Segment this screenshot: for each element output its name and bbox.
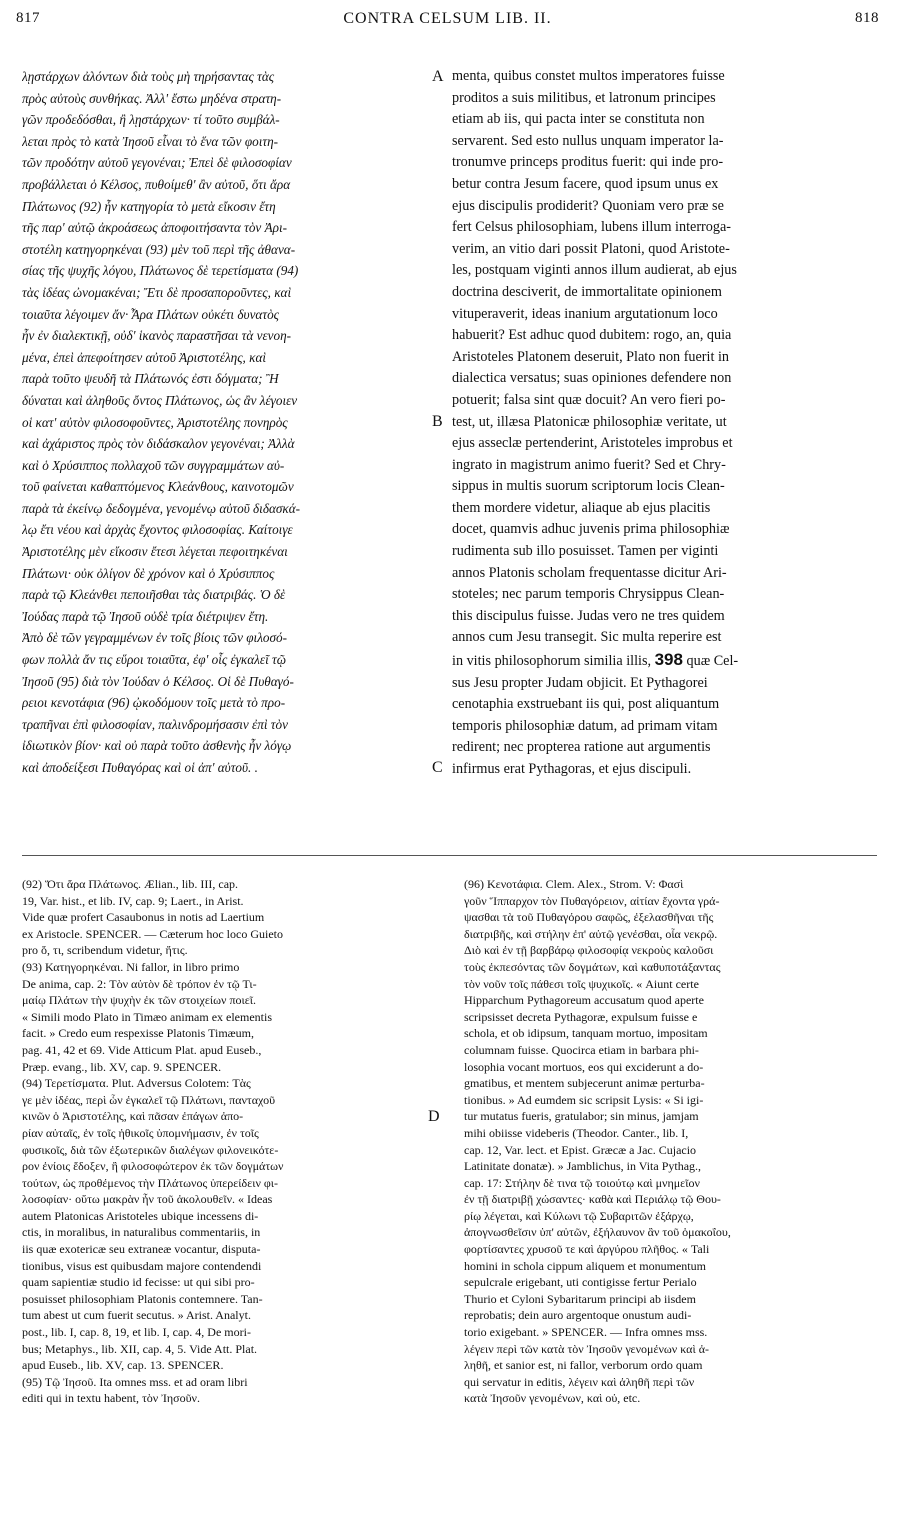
footnote-line: editi qui in textu habent, τὸν Ἰησοῦν.	[22, 1391, 200, 1406]
footnote-line: qui servatur in editis, λέγειν καὶ ἀληθῆ περὶ τῶν	[464, 1374, 695, 1389]
footnote-line: cap. 17: Στήλην δὲ τινα τῷ τοιούτῳ καὶ μνημεῖον	[464, 1175, 700, 1190]
greek-text-line: Ἰούδας παρὰ τῷ Ἰησοῦ οὐδὲ τρία διέτριψεν ἔτη.	[22, 608, 269, 624]
footnote-line: facit. » Credo eum respexisse Platonis Timæum,	[22, 1026, 254, 1041]
footnote-line: τὸν νοῦν τοῖς πάθεσι τοῖς ψυχικοῖς. « Aiunt certe	[464, 976, 699, 991]
greek-text-line: λῃστάρχων ἀλόντων διὰ τοὺς μὴ τηρήσαντας τὰς	[22, 69, 275, 84]
greek-text-line: τὰς ἰδέας ὠνομακέναι; Ἔτι δὲ προσαποροῦντες, καὶ	[22, 284, 292, 300]
greek-text-line: λεται πρὸς τὸ κατὰ Ἰησοῦ εἶναι τὸ ἕνα τῶν φοιτη-	[22, 133, 279, 149]
margin-marker-d: D	[428, 1108, 440, 1125]
latin-text-line: les, postquam viginti annos illum audierat, ab ejus	[452, 262, 737, 279]
footnote-line: columnam fuisse. Quocirca etiam in barbara phi-	[464, 1042, 699, 1057]
footnote-line: 19, Var. hist., et lib. IV, cap. 9; Laert., in Arist.	[22, 893, 244, 908]
greek-text-line: τῶν προδότην αὐτοῦ γεγονέναι; Ἐπεὶ δὲ φιλοσοφίαν	[22, 155, 292, 171]
greek-text-line: φων πολλὰ ἄν τις εὕροι τοιαῦτα, ἐφ' οἷς ἐγκαλεῖ τῷ	[22, 652, 287, 668]
margin-marker-c: C	[432, 759, 443, 776]
greek-text-line: καὶ ἀποδείξεσι Πυθαγόρας καὶ οἱ ἀπ' αὐτοῦ. .	[22, 760, 258, 775]
greek-text-line: παρὰ τὰ ἐκείνῳ δεδογμένα, γενομένῳ αὐτοῦ διδασκά-	[22, 500, 301, 516]
footnote-line: De anima, cap. 2: Τὸν αὐτὸν δὲ τρόπον ἐν τῷ Τι-	[22, 976, 257, 991]
footnote-line: ex Aristocle. SPENCER. — Cæterum hoc loco Guieto	[22, 926, 283, 941]
greek-text-line: καὶ ἀχάριστος πρὸς τὸν διδάσκαλον γεγονέναι; Ἀλλὰ	[22, 436, 295, 452]
footnote-line: ρον ἐνίοις ἔδοξεν, ἢ φιλοσοφώτερον ἐκ τῶν δογμάτων	[22, 1159, 284, 1174]
latin-text-line: annos Platonis scholam frequentasse dicitur Ari-	[452, 564, 727, 581]
latin-text-line: doctrina desciverit, de immortalitate opinionem	[452, 283, 722, 300]
latin-text-line: betur contra Jesum facere, quod ipsum unus ex	[452, 175, 719, 192]
latin-text-line: this discipulus fuisse. Judas vero ne tres quidem	[452, 607, 725, 624]
latin-text-line: potuerit; falsa sint quæ docuit? An vero fieri po-	[452, 391, 726, 408]
latin-text-line: sus Jesu propter Judam objicit. Et Pythagorei	[452, 674, 708, 691]
footnote-line: Præp. evang., lib. XV, cap. 9. SPENCER.	[22, 1059, 222, 1074]
greek-text-line: Πλάτωνι· οὐκ ὀλίγον δὲ χρόνον καὶ ὁ Χρύσιππος	[22, 565, 275, 581]
latin-text-column	[452, 66, 882, 781]
latin-text-line: temporis philosophiæ datum, ad primam vitam	[452, 717, 718, 734]
greek-text-line: τοιαῦτα λέγοιμεν ἄν· Ἆρα Πλάτων οὐκέτι δυνατὸς	[22, 306, 280, 322]
greek-text-line: Ἀριστοτέλης μὲν εἴκοσιν ἔτεσι λέγεται πεφοιτηκέναι	[22, 544, 288, 560]
footnote-line: φυσικοῖς, διὰ τῶν ἐξωτερικῶν διαλέγων φιλονεικότε-	[22, 1142, 279, 1157]
footnote-line: mihi obiisse videberis (Theodor. Canter., lib. I,	[464, 1125, 689, 1140]
migne-column-number: 398	[654, 650, 683, 670]
latin-line-text-after: quæ Cel-	[686, 653, 739, 670]
footnote-line: pro ὅ, τι, scribendum videtur, ἥτις.	[22, 943, 188, 958]
footnote-line: scripsisset decreta Pythagoræ, expulsum fuisse e	[464, 1009, 698, 1024]
page-title: CONTRA CELSUM LIB. II.	[343, 10, 552, 27]
footnote-line: iis quæ exotericæ seu extraneæ vocantur, disputa-	[22, 1242, 261, 1257]
latin-text-line: ejus asseclæ pertenderint, Aristoteles improbus et	[452, 435, 733, 452]
footnote-line: tionibus, visus est quibusdam majore contendendi	[22, 1258, 262, 1273]
footnote-line: λέγειν περὶ τῶν κατὰ τὸν Ἰησοῦν γενομένων καὶ ἀ-	[464, 1341, 709, 1356]
latin-text-line: ingrato in magistrum animo fuerit? Sed et Chry-	[452, 456, 726, 473]
margin-marker-b: B	[432, 413, 443, 430]
greek-text-line: πρὸς αὐτοὺς συνθήκας. Ἀλλ' ἔστω μηδένα στρατη-	[22, 90, 282, 106]
greek-text-line: στοτέλη κατηγορηκέναι (93) μὲν τοῦ περὶ τῆς ἀθανα-	[22, 241, 296, 257]
footnote-line: quam sapientiæ studio id fecisse: ut qui sibi pro-	[22, 1275, 255, 1290]
footnote-line: ψασθαι τὰ τοῦ Πυθαγόρου σαφῶς, ἐξελασθῆναι τῆς	[464, 910, 714, 925]
footnote-line: μαίῳ Πλάτων τὴν ψυχὴν ἐκ τῶν στοιχείων ποιεῖ.	[22, 993, 256, 1008]
greek-text-line: λῳ ἔτι νέου καὶ ἀρχὰς ἔχοντος φιλοσοφίας. Καίτοιγε	[22, 522, 293, 538]
latin-text-line: vituperaverit, ideas inanium argutationum loco	[452, 305, 718, 322]
footnote-line: (94) Τερετίσματα. Plut. Adversus Colotem: Τὰς	[22, 1076, 251, 1091]
footnote-line: autem Platonicas Aristoteles ubique incessens di-	[22, 1208, 259, 1223]
latin-text-line: docet, quamvis adhuc juvenis prima philosophiæ	[452, 521, 730, 538]
footnote-line: (95) Τῷ Ἰησοῦ. Ita omnes mss. et ad oram libri	[22, 1374, 248, 1389]
latin-text-line: Aristoteles Platonem deseruit, Plato non fuerit in	[452, 348, 730, 365]
greek-text-line: παρὰ τῷ Κλεάνθει πεποιῆσθαι τὰς διατριβάς. Ὁ δὲ	[22, 587, 286, 603]
latin-line-text-before: in vitis philosophorum similia illis,	[452, 653, 652, 670]
greek-text-line: προβάλλεται ὁ Κέλσος, πυθοίμεθ' ἂν αὐτοῦ, ὅτι ἄρα	[22, 176, 291, 192]
footnote-line: tum abest ut cum fuerit secutus. » Arist. Analyt.	[22, 1308, 251, 1323]
footnote-line: ἐν τῇ διατριβῇ χώσαντες· καθὰ καὶ Περιάλῳ τῷ Θου-	[464, 1192, 721, 1207]
footnote-line: pag. 41, 42 et 69. Vide Atticum Plat. apud Euseb.,	[22, 1042, 262, 1057]
greek-text-line: μένα, ἐπεὶ ἀπεφοίτησεν αὐτοῦ Ἀριστοτέλης, καὶ	[22, 349, 267, 365]
greek-text-line: ρειοι κενοτάφια (96) ᾠκοδόμουν τοῖς μετὰ τὸ προ-	[22, 695, 286, 711]
footnotes-left-column	[22, 876, 437, 1407]
latin-text-line: servarent. Sed esto nullus unquam imperator la-	[452, 132, 724, 149]
latin-text-line: verim, an vitio dari possit Platoni, quod Aristote-	[452, 240, 730, 257]
page-number-left: 817	[16, 10, 40, 26]
greek-text-line: δύναται καὶ ἀληθοῦς ὄντος Πλάτωνος, ὡς ἂν λέγοιεν	[22, 392, 298, 408]
footnote-line: Vide quæ profert Casaubonus in notis ad Laertium	[22, 910, 265, 925]
greek-text-line: τῆς παρ' αὐτῷ ἀκροάσεως ἀποφοιτήσαντα τὸν Ἀρι-	[22, 220, 288, 236]
page-number-right: 818	[855, 10, 879, 26]
greek-text-line: Ἰησοῦ (95) διὰ τὸν Ἰούδαν ὁ Κέλσος. Οἱ δὲ Πυθαγό-	[22, 673, 294, 689]
latin-text-line: rudimenta sub illo posuisset. Tamen per viginti	[452, 543, 719, 560]
latin-text-line: sippus in multis suorum scriptorum locis Clean-	[452, 478, 725, 495]
greek-text-line: ἦν ἐν διαλεκτικῇ, οὐδ' ἱκανὸς παραστῆσαι τὰ νενοη-	[22, 328, 292, 344]
footnote-line: (96) Κενοτάφια. Clem. Alex., Strom. V: Φασὶ	[464, 877, 684, 891]
footnote-line: reprobatis; dein auro argentoque onustum audi-	[464, 1308, 692, 1323]
footnote-line: κατὰ Ἰησοῦν γενομένων, καὶ οὐ, etc.	[464, 1391, 641, 1406]
footnote-divider	[22, 855, 877, 856]
greek-text-line: σίας τῆς ψυχῆς λόγου, Πλάτωνος δὲ τερετίσματα (94)	[22, 263, 299, 279]
footnote-line: φορτίσαντες χρυσοῦ τε καὶ ἀργύρου πλῆθος. « Tali	[464, 1242, 710, 1257]
latin-text-line	[452, 649, 882, 673]
footnote-line: ρίαν αὐταῖς, ἐν τοῖς ἠθικοῖς ὑπομνήμασιν, ἐν τοῖς	[22, 1125, 259, 1140]
footnote-line: cap. 12, Var. lect. et Epist. Græcæ a Jac. Cujacio	[464, 1142, 697, 1157]
greek-text-column	[22, 66, 427, 779]
latin-text-line: tronumve princeps proditus fuerit: qui inde pro-	[452, 154, 724, 171]
greek-text-line: τραπῆναι ἐπὶ φιλοσοφίαν, παλινδρομήσασιν ἐπὶ τὸν	[22, 716, 288, 732]
footnote-line: « Simili modo Plato in Timæo animam ex elementis	[22, 1009, 273, 1024]
footnotes-right-column	[464, 876, 884, 1407]
footnote-line: tionibus. » Ad eumdem sic scripsit Lysis: « Si igi-	[464, 1092, 704, 1107]
footnote-line: sepulcrale erigebant, uti contigisse fertur Perialo	[464, 1275, 697, 1290]
greek-text-line: ἰδιωτικὸν βίον· καὶ οὐ παρὰ τοῦτο ἀσθενὴς ἦν λόγῳ	[22, 738, 292, 754]
latin-text-line: them mordere videtur, aliaque ab ejus placitis	[452, 499, 711, 516]
footnote-line: (92) Ὅτι ἄρα Πλάτωνος. Ælian., lib. III, cap.	[22, 877, 239, 891]
footnote-line: ληθῆ, et sanior est, ni fallor, verborum ordo quam	[464, 1358, 703, 1373]
footnote-line: γοῦν Ἵππαρχον τὸν Πυθαγόρειον, αἰτίαν ἔχοντα γρά-	[464, 893, 720, 908]
footnote-line: ἀπογνωσθεῖσιν ὑπ' αὐτῶν, ἐξήλαυνον ἂν τοῦ ὁμακοΐου,	[464, 1225, 731, 1240]
greek-text-line: οἱ κατ' αὐτὸν φιλοσοφοῦντες, Ἀριστοτέλης πονηρὸς	[22, 414, 288, 430]
footnote-line: homini in schola cippum aliquem et monumentum	[464, 1258, 706, 1273]
footnote-line: τοὺς ἐκπεσόντας τῶν δογμάτων, καὶ καθυποτάξαντας	[464, 959, 721, 974]
footnote-line: διατριβῆς, καὶ στήλην ἐπ' αὐτῷ γενέσθαι, οἷα νεκρῷ.	[464, 926, 718, 941]
latin-text-line: redirent; nec propterea ratione aut argumentis	[452, 739, 711, 756]
footnote-line: ctis, in moralibus, in naturalibus commentariis, in	[22, 1225, 261, 1240]
footnote-line: λοσοφίαν· οὕτω μακρὰν ἦν τοῦ ἀκολουθεῖν. « Ideas	[22, 1192, 273, 1207]
latin-text-line: dialectica versatus; suas opiniones defendere non	[452, 370, 732, 387]
latin-text-line: cenotaphia exstruebant iis qui, post aliquantum	[452, 696, 720, 713]
greek-text-line: Ἀπὸ δὲ τῶν γεγραμμένων ἐν τοῖς βίοις τῶν φιλοσό-	[22, 630, 287, 646]
footnote-line: (93) Κατηγορηκέναι. Ni fallor, in libro primo	[22, 959, 240, 974]
footnote-line: tur mutatus fueris, gratulabor; sin minus, jamjam	[464, 1109, 699, 1124]
latin-text-line: annos cum Jesu transegit. Sic multa reperire est	[452, 629, 722, 646]
footnote-line: Διὸ καὶ ἐν τῇ βαρβάρῳ φιλοσοφίᾳ νεκροὺς καλοῦσι	[464, 943, 714, 958]
footnote-line: posuisset philosophiam Platonis contemnere. Tan-	[22, 1291, 263, 1306]
footnote-line: ρίῳ λέγεται, καὶ Κύλωνι τῷ Συβαριτῶν ἐξάρχῳ,	[464, 1208, 694, 1223]
footnote-line: Latinitate donatæ). » Jamblichus, in Vita Pythag.,	[464, 1159, 702, 1174]
greek-text-line: παρὰ τοῦτο ψευδῆ τὰ Πλάτωνός ἐστι δόγματα; Ἢ	[22, 371, 279, 387]
footnote-line: torio exigebant. » SPENCER. — Infra omnes mss.	[464, 1325, 708, 1340]
greek-text-line: καὶ ὁ Χρύσιππος πολλαχοῦ τῶν συγγραμμάτων αὐ-	[22, 457, 285, 473]
latin-text-line: menta, quibus constet multos imperatores fuisse	[452, 68, 725, 84]
running-header	[16, 10, 879, 44]
latin-text-line: etiam ab iis, qui pacta inter se constituta non	[452, 111, 705, 128]
latin-text-line: fert Celsus philosophiam, lubens illum interroga-	[452, 219, 731, 236]
footnote-line: τούτων, ὡς προθέμενος τὴν Πλάτωνος ὑπερείδειν φι-	[22, 1175, 279, 1190]
footnote-line: Thurio et Cyloni Sybaritarum principi ab iisdem	[464, 1291, 696, 1306]
latin-text-line: test, ut, illæsa Platonicæ philosophiæ veritate, ut	[452, 413, 727, 430]
footnote-line: schola, et ob idipsum, tanquam mortuo, impositam	[464, 1026, 708, 1041]
footnote-line: post., lib. I, cap. 8, 19, et lib. I, cap. 4, De mori-	[22, 1325, 251, 1340]
margin-marker-a: A	[432, 68, 444, 85]
latin-text-line: stoteles; nec parum temporis Chrysippus Clean-	[452, 586, 725, 603]
footnote-line: gmatibus, et mentem subjecerunt animæ perturba-	[464, 1076, 705, 1091]
latin-text-line: ejus discipulis prodiderit? Quoniam vero præ se	[452, 197, 724, 214]
latin-text-line: proditos a suis militibus, et latronum principes	[452, 89, 716, 106]
greek-text-line: γῶν προδεδόσθαι, ἢ λῃστάρχων· τί τοῦτο συμβάλ-	[22, 112, 280, 128]
footnote-line: γε μὲν ἰδέας, περὶ ὧν ἐγκαλεῖ τῷ Πλάτωνι, πανταχοῦ	[22, 1092, 276, 1107]
footnote-line: Hipparchum Pythagoreum accusatum quod aperte	[464, 993, 704, 1008]
greek-text-line: Πλάτωνος (92) ἦν κατηγορία τὸ μετὰ εἴκοσιν ἔτη	[22, 198, 276, 214]
footnote-line: losophia vocant mortuos, eos qui exciderunt a do-	[464, 1059, 704, 1074]
latin-text-line: infirmus erat Pythagoras, et ejus discipuli.	[452, 761, 692, 777]
footnote-line: apud Euseb., lib. XV, cap. 13. SPENCER.	[22, 1358, 224, 1373]
footnote-line: bus; Metaphys., lib. XII, cap. 4, 5. Vide Att. Plat.	[22, 1341, 258, 1356]
footnote-line: κινῶν ὁ Ἀριστοτέλης, καὶ πᾶσαν ἐπάγων ἀπο-	[22, 1109, 244, 1124]
latin-text-line: habuerit? Est adhuc quod dubitem: rogo, an, quia	[452, 327, 732, 344]
greek-text-line: τοῦ φαίνεται καθαπτόμενος Κλεάνθους, καινοτομῶν	[22, 479, 294, 495]
